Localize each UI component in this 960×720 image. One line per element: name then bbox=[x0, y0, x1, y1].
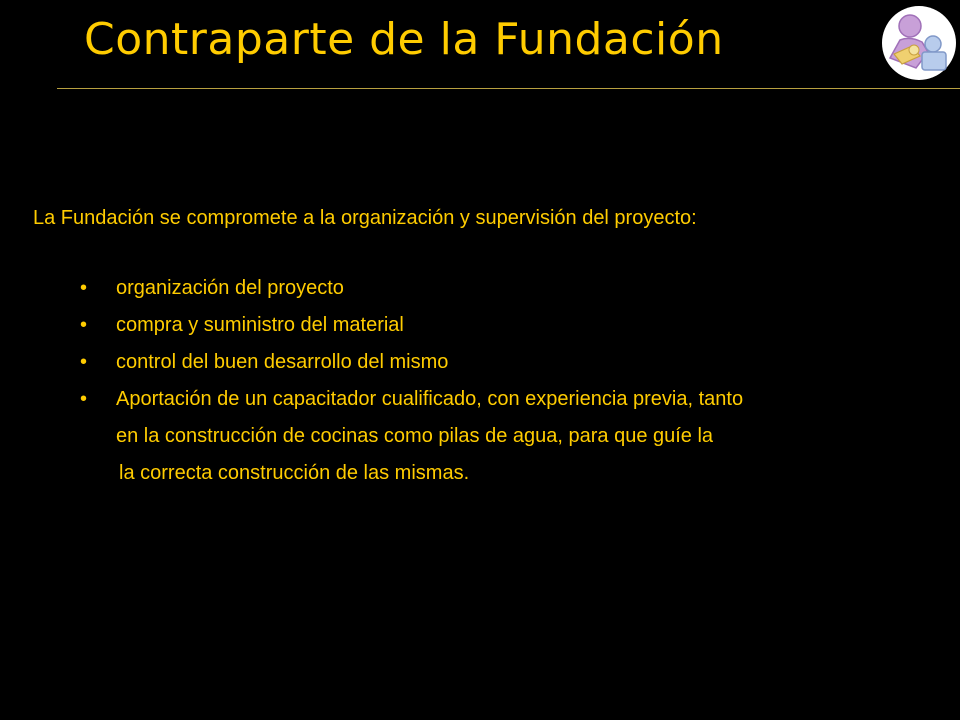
list-item-continuation: en la construcción de cocinas como pilas de agua, para que guíe la bbox=[116, 425, 714, 447]
intro-text: La Fundación se compromete a la organización y supervisión del proyecto: bbox=[33, 207, 697, 229]
people-collaboration-icon bbox=[882, 6, 956, 80]
list-item-text: control del buen desarrollo del mismo bbox=[116, 351, 449, 373]
bullet-marker: • bbox=[80, 277, 88, 299]
list-item bbox=[80, 381, 743, 418]
list-item bbox=[80, 270, 743, 307]
bullet-list bbox=[80, 270, 743, 418]
title-divider bbox=[57, 88, 960, 89]
bullet-marker: • bbox=[80, 351, 88, 373]
bullet-marker: • bbox=[80, 314, 88, 336]
list-item-text: organización del proyecto bbox=[116, 277, 344, 299]
list-item-text: Aportación de un capacitador cualificado, con experiencia previa, tanto bbox=[116, 388, 744, 410]
list-item-text: compra y suministro del material bbox=[116, 314, 404, 336]
list-item bbox=[80, 344, 743, 381]
slide-title: Contraparte de la Fundación bbox=[84, 14, 724, 65]
bullet-marker: • bbox=[80, 388, 88, 410]
list-item bbox=[80, 307, 743, 344]
list-item-continuation: la correcta construcción de las mismas. bbox=[119, 462, 470, 484]
